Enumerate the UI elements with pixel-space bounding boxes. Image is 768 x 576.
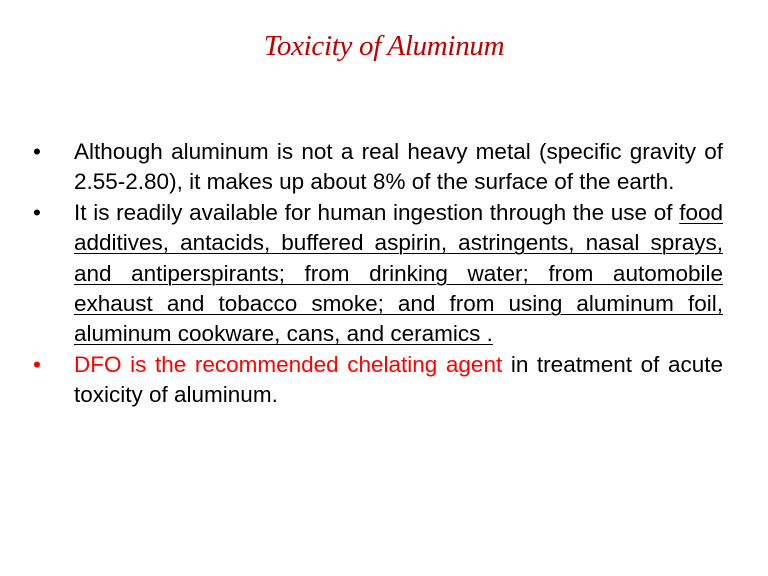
bullet-text-lead: It is readily available for human ingestion through the use of: [74, 199, 680, 225]
bullet-list: [33, 137, 723, 411]
slide-title: Toxicity of Aluminum: [263, 30, 505, 62]
bullet-text: Although aluminum is not a real heavy metal (specific gravity of 2.55-2.80), it makes up about 8% of the surface of the earth.: [74, 139, 723, 195]
bullet-text-rest: in treatment of acute toxicity of aluminum.: [74, 351, 723, 408]
bullet-marker: •: [33, 199, 41, 225]
highlighted-text: DFO is the recommended chelating agent: [74, 351, 503, 377]
exposure-sources-text: food additives, antacids, buffered aspirin, astringents, nasal sprays, and antiperspirants; from drinking water; from automobile exhaust and tobacco smoke; and from using aluminum foil, aluminum cookware, cans, and ceramics .: [74, 199, 723, 347]
bullet-item-3: [33, 350, 723, 411]
bullet-marker: •: [33, 351, 41, 377]
bullet-item-1: [33, 137, 723, 198]
bullet-marker: •: [33, 139, 41, 164]
bullet-item-2: [33, 198, 723, 350]
